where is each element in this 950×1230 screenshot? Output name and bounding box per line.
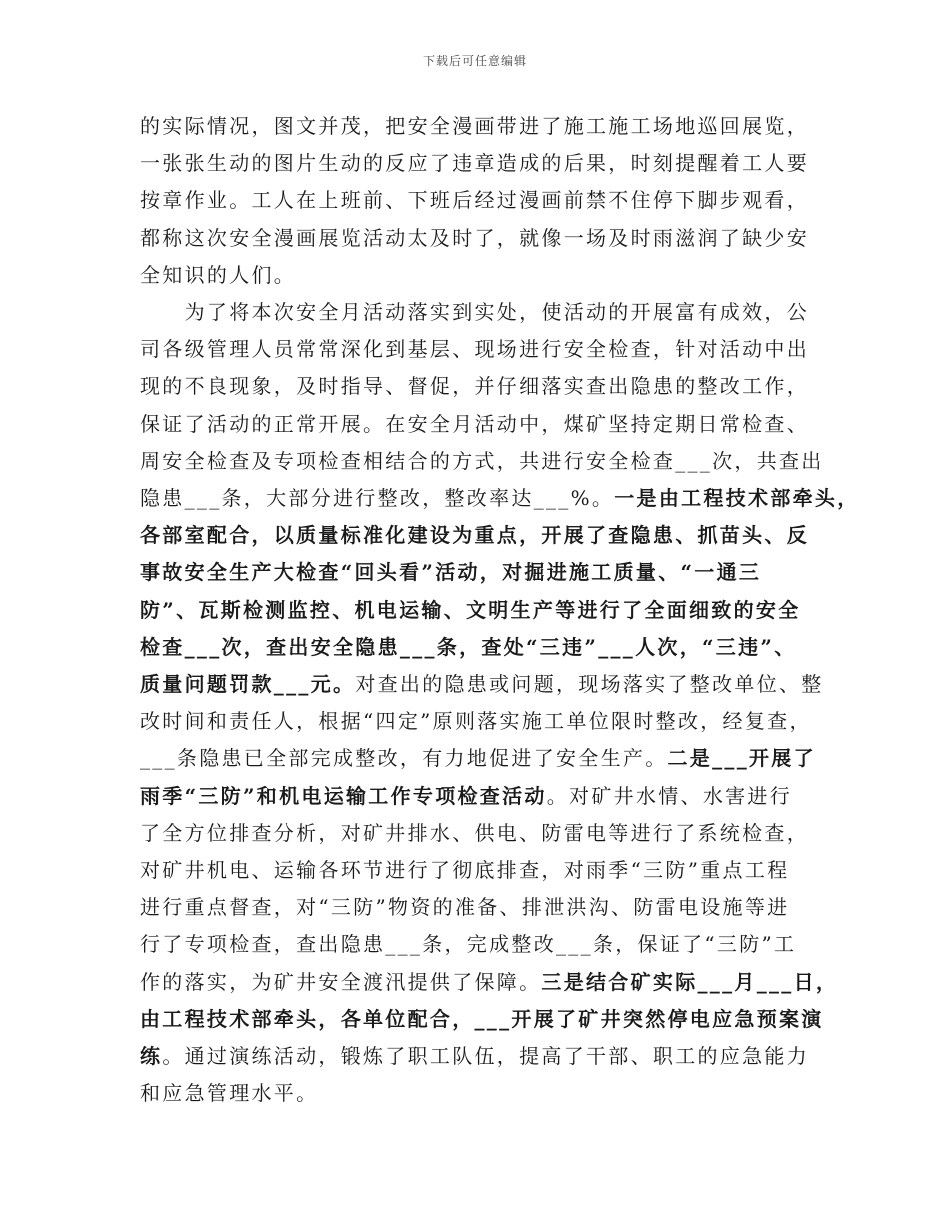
text-line	[140, 778, 792, 815]
text-line	[140, 740, 816, 777]
text-segment: 和应急管理水平。	[140, 1081, 319, 1106]
text-line	[140, 1038, 809, 1075]
text-line	[140, 294, 809, 331]
text-line	[140, 926, 796, 963]
text-segment: 一张张生动的图片生动的反应了违章造成的后果，时刻提醒着工人要	[140, 151, 809, 176]
text-segment: 都称这次安全漫画展览活动太及时了，就像一场及时雨滋润了缺少安	[140, 225, 809, 250]
text-line	[140, 1001, 824, 1038]
text-segment: 周安全检查及专项检查相结合的方式，共进行安全检查___次，共查出	[140, 448, 824, 473]
text-line	[140, 182, 809, 219]
text-segment: 行了专项检查，查出隐患___条，完成整改___条，保证了“三防”工	[140, 932, 797, 957]
text-segment: 对矿井机电、运输各环节进行了彻底排查，对雨季“三防”重点工程	[140, 858, 790, 882]
text-segment: 改时间和责任人，根据“四定”原则落实施工单位限时整改，经复查，	[140, 709, 812, 734]
text-line	[140, 257, 296, 294]
bold-text-segment: 防”、瓦斯检测监控、机电运输、文明生产等进行了全面细致的安全	[140, 597, 801, 622]
text-segment: 。通过演练活动，锻炼了职工队伍，提高了干部、职工的应急能力	[162, 1044, 810, 1068]
text-line	[140, 368, 809, 405]
bold-text-segment: 事故安全生产大检查“回头看”活动，对掘进施工质量、“一通三	[140, 560, 762, 585]
text-line	[140, 964, 838, 1001]
text-segment: 进行重点督查，对“三防”物资的准备、排泄洪沟、防雷电设施等进	[140, 895, 790, 920]
text-segment: 现的不良现象，及时指导、督促，并仔细落实查出隐患的整改工作，	[140, 374, 809, 399]
text-segment: 。对矿井水情、水害进行	[546, 783, 793, 808]
text-segment: 按章作业。工人在上班前、下班后经过漫画前禁不住停下脚步观看，	[140, 188, 809, 213]
text-segment: 对查出的隐患或问题，现场落实了整改单位、整	[355, 672, 824, 696]
text-line	[140, 852, 789, 889]
text-segment: 保证了活动的正常开展。在安全月活动中，煤矿坚持定期日常检查、	[140, 411, 809, 436]
bold-text-segment: 练	[140, 1044, 163, 1068]
text-segment: 的实际情况，图文并茂，把安全漫画带进了施工施工场地巡回展览，	[140, 114, 809, 138]
bold-text-segment: 由工程技术部牵头，各单位配合，___开展了矿井突然停电应急预案演	[140, 1006, 824, 1031]
text-line	[140, 666, 824, 703]
bold-text-segment: 雨季“三防”和机电运输工作专项检查活动	[140, 783, 547, 808]
bold-text-segment: 三是结合矿实际___月___日，	[541, 969, 839, 994]
text-line	[140, 145, 809, 182]
text-segment: 隐患___条，大部分进行整改，整改率达___%。	[140, 486, 615, 510]
text-segment: ___条隐患已全部完成整改，有力地促进了安全生产。	[140, 746, 668, 771]
text-line	[140, 331, 809, 368]
text-segment: 作的落实，为矿井安全渡汛提供了保障。	[140, 969, 542, 994]
bold-text-segment: 检查___次，查出安全隐患___条，查处“三违”___人次，“三违”、	[140, 634, 797, 659]
text-line	[140, 554, 761, 591]
text-line	[140, 517, 809, 554]
text-segment: 了全方位排查分析，对矿井排水、供电、防雷电等进行了系统检查，	[140, 820, 809, 845]
text-line	[140, 406, 809, 443]
text-segment: 为了将本次安全月活动落实到实处，使活动的开展富有成效，公	[140, 300, 809, 324]
bold-text-segment: 质量问题罚款___元。	[140, 672, 356, 696]
text-line	[140, 108, 809, 145]
bold-text-segment: 一是由工程技术部牵头，	[614, 486, 860, 510]
text-line	[140, 889, 789, 926]
text-line	[140, 1075, 318, 1112]
text-line	[140, 443, 824, 480]
text-line	[140, 703, 812, 740]
text-line	[140, 815, 809, 852]
text-line	[140, 592, 801, 629]
page-header: 下载后可任意编辑	[422, 54, 527, 68]
bold-text-segment: 二是___开展了	[667, 746, 816, 771]
bold-text-segment: 各部室配合，以质量标准化建设为重点，开展了查隐患、抓苗头、反	[140, 523, 809, 548]
text-segment: 司各级管理人员常常深化到基层、现场进行安全检查，针对活动中出	[140, 337, 809, 362]
text-line	[140, 220, 809, 257]
text-segment: 全知识的人们。	[140, 262, 297, 287]
text-line	[140, 480, 860, 517]
text-line	[140, 629, 797, 666]
